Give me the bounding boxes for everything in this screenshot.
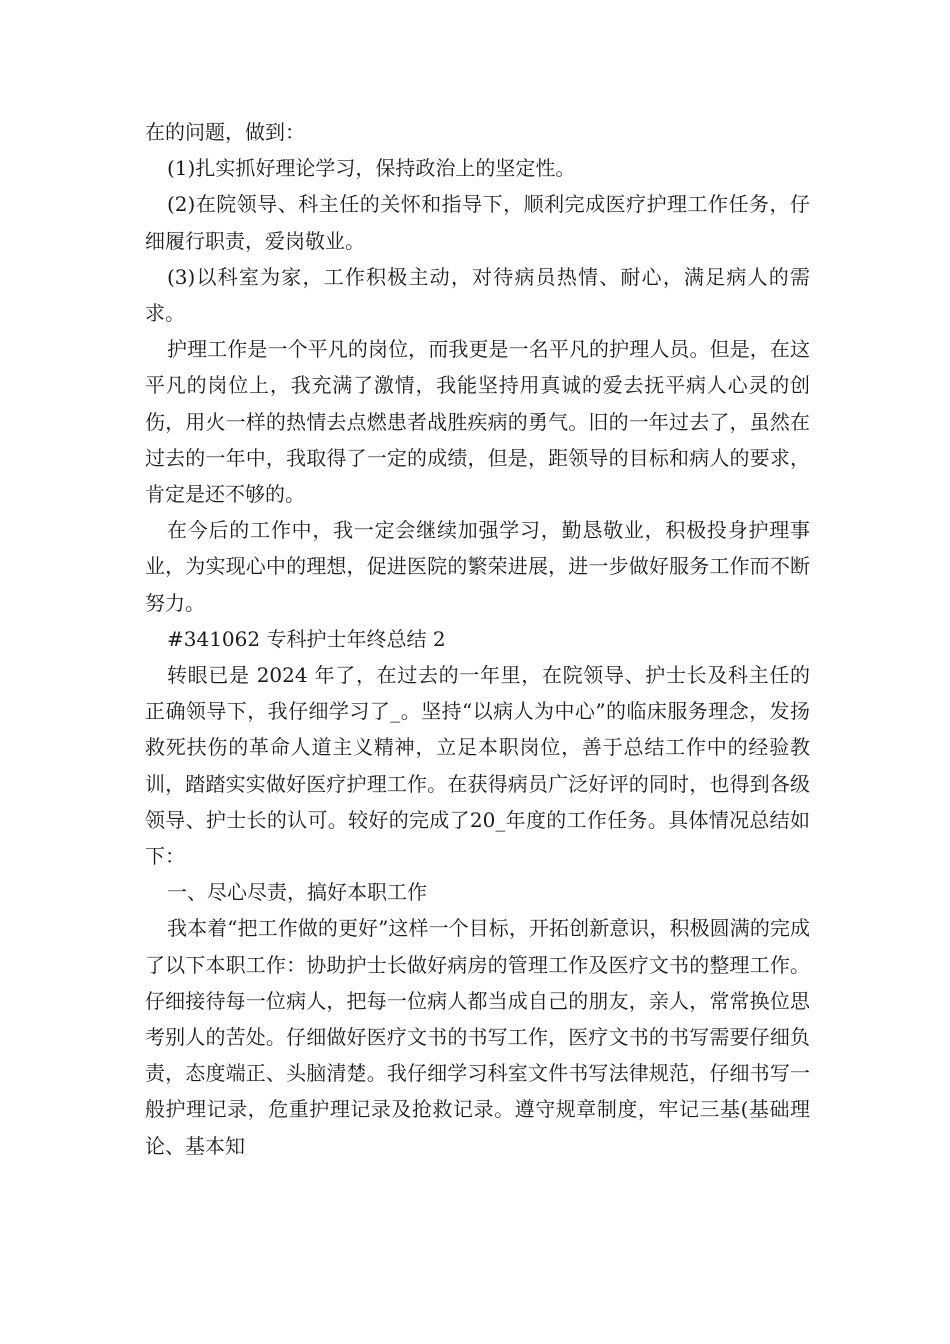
paragraph: 转眼已是 2024 年了，在过去的一年里，在院领导、护士长及科主任的正确领导下，我仔细学习了_。坚持“以病人为中心”的临床服务理念，发扬救死扶伤的革命人道主义精神，立足本职岗位，善于总结工作中的经验教训，踏踏实实做好医疗护理工作。在获得病员广泛好评的同时，也得到各级领导、护士长的认可。较好的完成了20_年度的工作任务。具体情况总结如下： — [145, 663, 810, 869]
paragraph: (1)扎实抓好理论学习，保持政治上的坚定性。 — [167, 156, 576, 181]
paragraph: (3)以科室为家，工作积极主动，对待病员热情、耐心，满足病人的需求。 — [145, 264, 810, 326]
paragraph: 在的问题，做到： — [145, 120, 305, 144]
section-heading: 一、尽心尽责，搞好本职工作 — [167, 880, 427, 905]
paragraph: 我本着“把工作做的更好”这样一个目标，开拓创新意识，积极圆满的完成了以下本职工作：协助护士长做好病房的管理工作及医疗文书的整理工作。仔细接待每一位病人，把每一位病人都当成自己的朋友，亲人，常常换位思考别人的苦处。仔细做好医疗文书的书写工作，医疗文书的书写需要仔细负责，态度端正、头脑清楚。我仔细学习科室文件书写法律规范，仔细书写一般护理记录，危重护理记录及抢救记录。遵守规章制度，牢记三基(基础理论、基本知 — [145, 916, 810, 1158]
section-heading: #341062 专科护士年终总结 2 — [167, 626, 446, 651]
paragraph: 护理工作是一个平凡的岗位，而我更是一名平凡的护理人员。但是，在这平凡的岗位上，我充满了激情，我能坚持用真诚的爱去抚平病人心灵的创伤，用火一样的热情去点燃患者战胜疾病的勇气。旧的一年过去了，虽然在过去的一年中，我取得了一定的成绩，但是，距领导的目标和病人的要求，肯定是还不够的。 — [145, 337, 810, 507]
document-body — [145, 114, 810, 1164]
paragraph: 在今后的工作中，我一定会继续加强学习，勤恳敬业，积极投身护理事业，为实现心中的理想，促进医院的繁荣进展，进一步做好服务工作而不断努力。 — [145, 518, 810, 615]
paragraph: (2)在院领导、科主任的关怀和指导下，顺利完成医疗护理工作任务，仔细履行职责，爱岗敬业。 — [145, 192, 810, 253]
